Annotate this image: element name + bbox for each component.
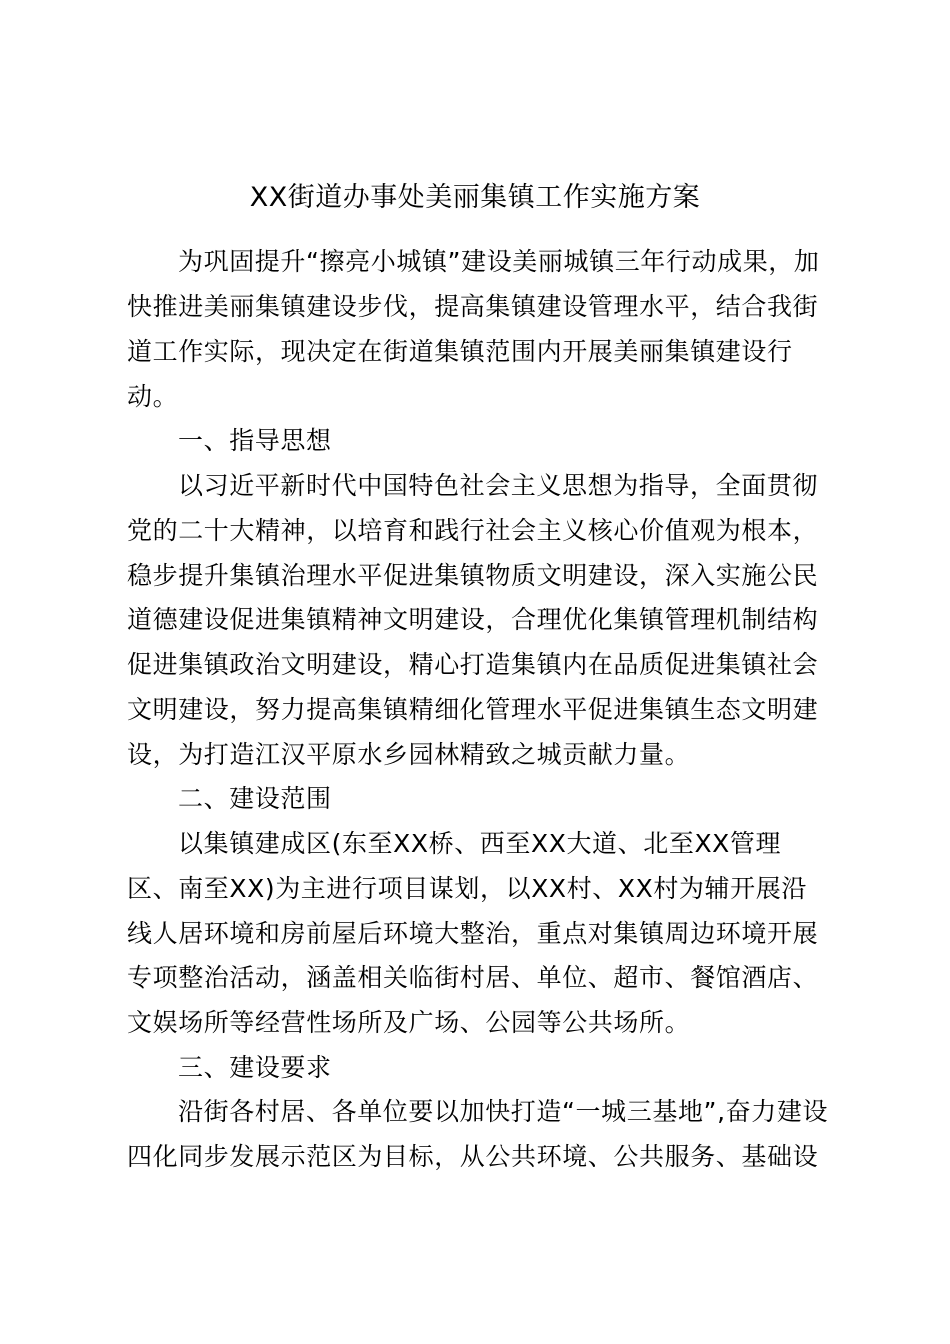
paragraph-ideology-line-2: 党的二十大精神，以培育和践行社会主义核心价值观为根本， [127, 516, 819, 545]
section-heading-guiding-ideology: 一、指导思想 [178, 426, 332, 455]
paragraph-scope-line-5: 文娱场所等经营性场所及广场、公园等公共场所。 [127, 1008, 691, 1037]
paragraph-intro-line-3: 道工作实际，现决定在街道集镇范围内开展美丽集镇建设行 [127, 337, 793, 366]
paragraph-scope-line-4: 专项整治活动，涵盖相关临街村居、单位、超市、餐馆酒店、 [127, 963, 819, 992]
paragraph-scope-line-3: 线人居环境和房前屋后环境大整治，重点对集镇周边环境开展 [127, 919, 819, 948]
paragraph-intro-line-4: 动。 [127, 382, 179, 411]
paragraph-ideology-line-4: 道德建设促进集镇精神文明建设，合理优化集镇管理机制结构 [127, 605, 819, 634]
paragraph-scope-line-1: 以集镇建成区(东至XX桥、西至XX大道、北至XX管理 [178, 829, 782, 858]
paragraph-ideology-line-7: 设，为打造江汉平原水乡园林精致之城贡献力量。 [127, 740, 691, 769]
section-heading-requirements: 三、建设要求 [178, 1053, 332, 1082]
paragraph-ideology-line-1: 以习近平新时代中国特色社会主义思想为指导，全面贯彻 [178, 471, 819, 500]
paragraph-requirements-line-2: 四化同步发展示范区为目标，从公共环境、公共服务、基础设 [127, 1142, 819, 1171]
document-title: XX街道办事处美丽集镇工作实施方案 [249, 182, 701, 213]
paragraph-ideology-line-6: 文明建设，努力提高集镇精细化管理水平促进集镇生态文明建 [127, 695, 819, 724]
paragraph-ideology-line-3: 稳步提升集镇治理水平促进集镇物质文明建设，深入实施公民 [127, 561, 819, 590]
paragraph-intro-line-2: 快推进美丽集镇建设步伐，提高集镇建设管理水平，结合我街 [127, 292, 819, 321]
paragraph-requirements-line-1: 沿街各村居、各单位要以加快打造“一城三基地”,奋力建设 [178, 1097, 829, 1126]
paragraph-intro-line-1: 为巩固提升“擦亮小城镇”建设美丽城镇三年行动成果，加 [178, 247, 820, 276]
paragraph-ideology-line-5: 促进集镇政治文明建设，精心打造集镇内在品质促进集镇社会 [127, 650, 819, 679]
paragraph-scope-line-2: 区、南至XX)为主进行项目谋划，以XX村、XX村为辅开展沿 [127, 874, 807, 903]
section-heading-scope: 二、建设范围 [178, 784, 332, 813]
